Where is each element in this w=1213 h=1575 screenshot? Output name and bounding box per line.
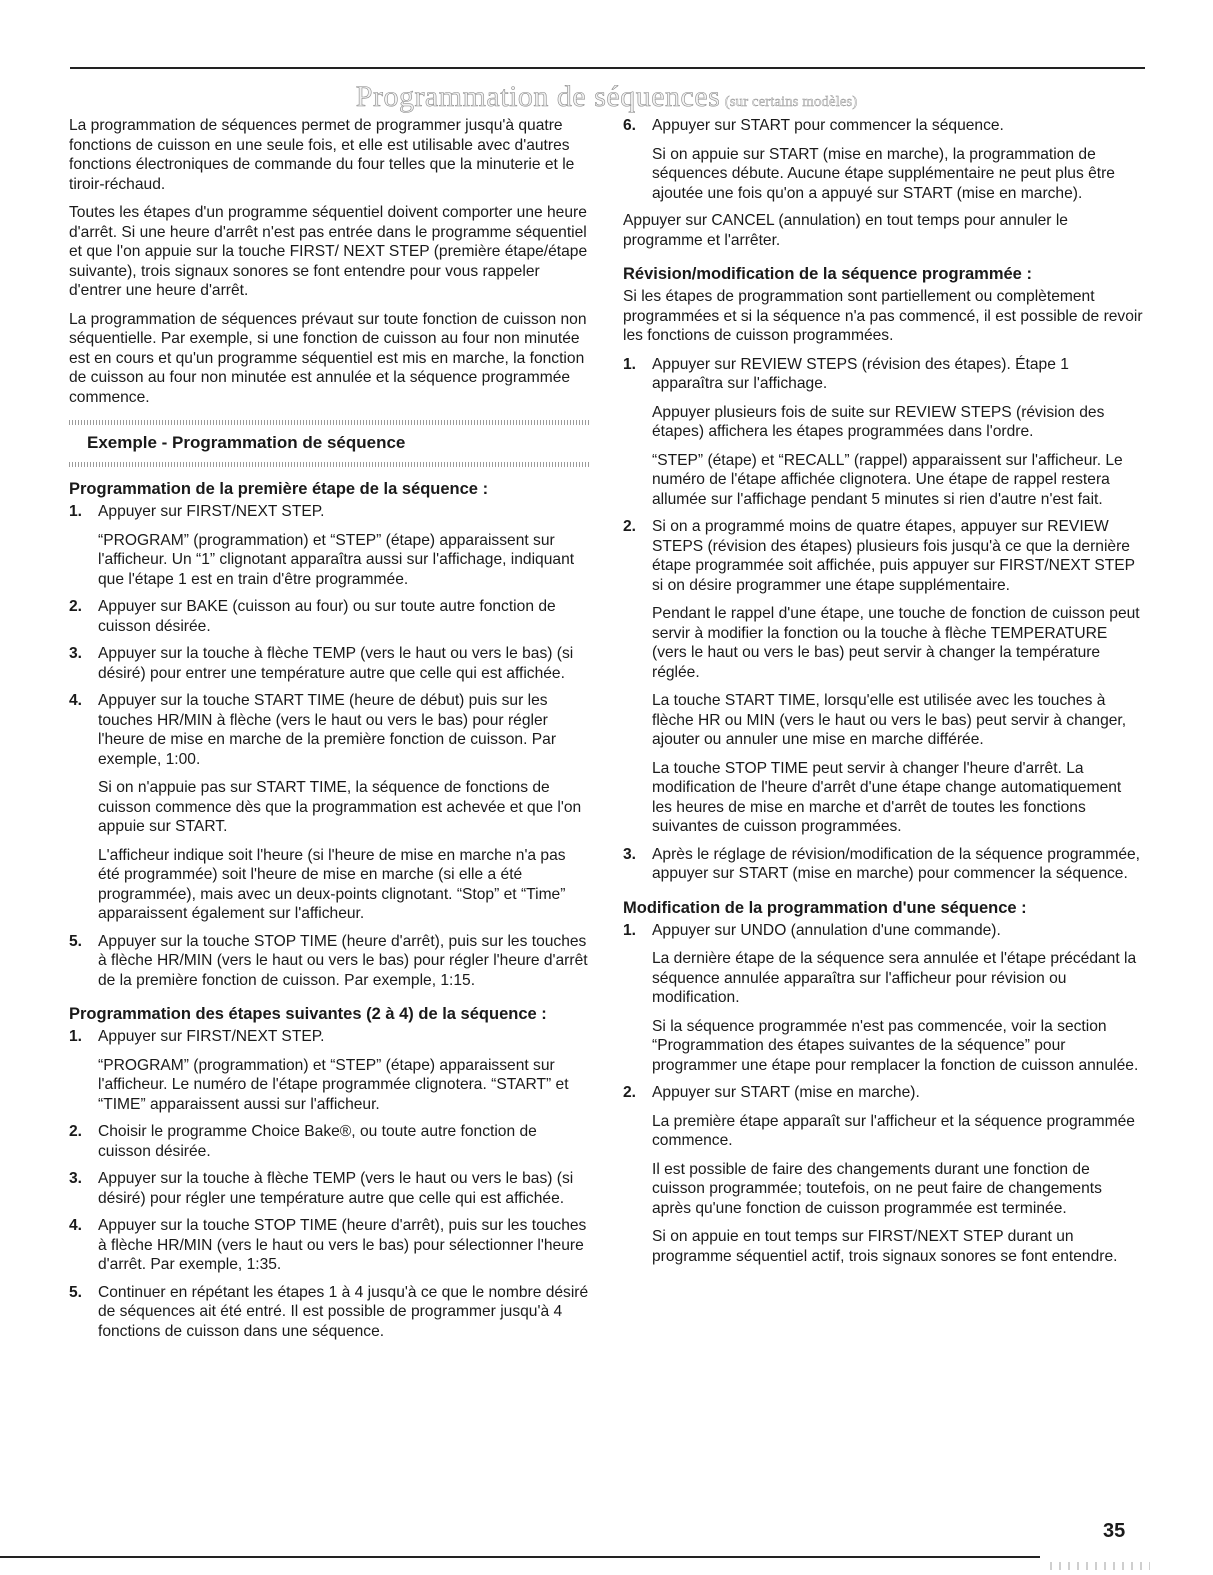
step-paragraph: Appuyer sur la touche STOP TIME (heure d'arrêt), puis sur les touches à flèche HR/MIN (vers le haut ou vers le bas) pour sélectionner l'heure d'arrêt. Par exemple, 1:35. (98, 1217, 587, 1273)
step-paragraph: Appuyer sur BAKE (cuisson au four) ou sur toute autre fonction de cuisson désirée. (98, 598, 556, 635)
step-paragraph: La touche STOP TIME peut servir à changer l'heure d'arrêt. La modification de l'heure d'arrêt d'une étape change automatiquement les heures de mise en marche et d'arrêt de toutes les fonctions suivantes de cuisson programmées. (652, 759, 1122, 835)
step-paragraph: Il est possible de faire des changements durant une fonction de cuisson programmée; toutefois, on ne peut faire de changements après qu'une fonction de cuisson programmée est terminée. (652, 1160, 1102, 1217)
section-heading-first-step: Programmation de la première étape de la séquence : (69, 480, 489, 498)
step-item (623, 1083, 1143, 1266)
step-item (623, 921, 1143, 1076)
page-number: 35 (1103, 1520, 1126, 1542)
bottom-marks (1050, 1562, 1150, 1570)
step-paragraph: Appuyer sur la touche à flèche TEMP (vers le haut ou vers le bas) (si désiré) pour entrer une température autre que celle qui est affichée. (98, 645, 574, 682)
next-steps-list (69, 1027, 589, 1341)
step-paragraph: Appuyer plusieurs fois de suite sur REVIEW STEPS (révision des étapes) affichera les étapes programmées dans l'ordre. (652, 403, 1105, 440)
page-title (0, 80, 1213, 114)
step-six-list (623, 116, 1143, 203)
step-item (69, 597, 589, 636)
step-number: 3. (69, 1170, 83, 1187)
right-column (623, 116, 1143, 1274)
step-item (69, 1169, 589, 1208)
step-paragraph: Appuyer sur START pour commencer la séquence. (652, 117, 1004, 134)
step-paragraph: Si on a programmé moins de quatre étapes, appuyer sur REVIEW STEPS (révision des étapes) plusieurs fois jusqu'à ce que la dernière étape programmée soit affichée, puis appuyer sur FIRST/NEXT STEP si on désire programmer une étape supplémentaire. (652, 518, 1135, 594)
intro-paragraph: La programmation de séquences permet de programmer jusqu'à quatre fonctions de cuisson en une seule fois, et elle est utilisable avec d'autres fonctions électroniques de commande du four telles que la minuterie et le tiroir-réchaud. (69, 117, 575, 193)
page-title-main: Programmation de séquences (355, 80, 721, 113)
step-item (69, 1122, 589, 1161)
example-box (69, 420, 589, 467)
step-paragraph: Appuyer sur la touche STOP TIME (heure d'arrêt), puis sur les touches à flèche HR/MIN (vers le haut ou vers le bas) pour régler l'heure d'arrêt de la première fonction de cuisson. Par exemple, 1:15. (98, 932, 588, 989)
step-paragraph: “STEP” (étape) et “RECALL” (rappel) apparaissent sur l'afficheur. Le numéro de l'étape affichée clignotera. Une étape de rappel restera allumée sur l'affichage pendant 5 minutes si rien d'autre n'est fait. (652, 451, 1123, 508)
step-number: 5. (69, 1283, 83, 1301)
step-paragraph: Après le réglage de révision/modification de la séquence programmée, appuyer sur START (mise en marche) pour commencer la séquence. (652, 845, 1141, 882)
step-item (69, 1283, 589, 1342)
step-item (69, 502, 589, 589)
step-number: 1. (623, 921, 637, 939)
section-heading-review: Révision/modification de la séquence programmée : (623, 265, 1032, 283)
step-paragraph: Si on n'appuie pas sur START TIME, la séquence de fonctions de cuisson commence dès que la programmation est achevée et que l'on appuie sur START. (98, 779, 582, 835)
step-number: 2. (69, 1123, 83, 1140)
section-heading-modify: Modification de la programmation d'une séquence : (623, 898, 1027, 917)
step-item (69, 644, 589, 683)
step-paragraph: Appuyer sur FIRST/NEXT STEP. (98, 1028, 325, 1045)
intro-paragraph: La programmation de séquences prévaut sur toute fonction de cuisson non séquentielle. Par exemple, si une fonction de cuisson au four non minutée est en cours et qu'un programme séquentiel est mis en marche, la fonction de cuisson au four non minutée est annulée et la séquence programmée commence. (69, 310, 587, 406)
hatch-rule-bottom (69, 462, 589, 467)
page-title-note: (sur certains modèles) (724, 94, 858, 110)
step-paragraph: Si la séquence programmée n'est pas commencée, voir la section “Programmation des étapes suivantes de la séquence” pour programmer une étape pour remplacer la fonction de cuisson annulée. (652, 1017, 1139, 1074)
step-number: 1. (69, 503, 83, 520)
step-paragraph: La touche START TIME, lorsqu'elle est utilisée avec les touches à flèche HR ou MIN (vers le haut ou vers le bas) peut servir à changer, ajouter ou annuler une mise en marche différée. (652, 692, 1127, 748)
step-item (69, 1216, 589, 1275)
step-paragraph: La première étape apparaît sur l'afficheur et la séquence programmée commence. (652, 1112, 1135, 1149)
step-paragraph: Appuyer sur la touche à flèche TEMP (vers le haut ou vers le bas) (si désiré) pour régler une température autre que celle qui est affichée. (98, 1170, 574, 1207)
step-number: 3. (69, 645, 83, 662)
step-paragraph: La dernière étape de la séquence sera annulée et l'étape précédant la séquence annulée apparaîtra sur l'afficheur pour révision ou modification. (652, 950, 1137, 1006)
step-number: 1. (623, 355, 637, 373)
step-item (623, 355, 1143, 510)
step-paragraph: Appuyer sur START (mise en marche). (652, 1084, 920, 1101)
step-number: 3. (623, 845, 637, 863)
left-column (69, 116, 589, 1349)
step-paragraph: Appuyer sur la touche START TIME (heure de début) puis sur les touches HR/MIN à flèche (vers le haut ou vers le bas) pour régler l'heure de mise en marche de la première fonction de cuisson. Par exemple, 1:00. (98, 692, 557, 768)
step-number: 4. (69, 1217, 83, 1234)
top-rule (70, 67, 1145, 69)
step-number: 2. (623, 518, 637, 535)
step-paragraph: Pendant le rappel d'une étape, une touche de fonction de cuisson peut servir à modifier la fonction ou la touche à flèche TEMPERATURE (vers le haut ou vers le bas) peut servir à changer la température réglée. (652, 605, 1140, 681)
step-paragraph: Appuyer sur REVIEW STEPS (révision des étapes). Étape 1 apparaîtra sur l'affichage. (652, 355, 1069, 392)
step-paragraph: Appuyer sur UNDO (annulation d'une commande). (652, 921, 1001, 939)
step-paragraph: Si on appuie en tout temps sur FIRST/NEXT STEP durant un programme séquentiel actif, trois signaux sonores se font entendre. (652, 1228, 1118, 1265)
example-heading: Exemple - Programmation de séquence (87, 433, 406, 452)
first-step-list (69, 502, 589, 990)
modify-steps-list (623, 921, 1143, 1267)
intro-paragraphs (69, 116, 589, 407)
review-intro: Si les étapes de programmation sont partiellement ou complètement programmées et si la séquence n'a pas commencé, il est possible de revoir les fonctions de cuisson programmées. (623, 288, 1143, 344)
step-item (69, 932, 589, 991)
step-item (69, 1027, 589, 1114)
step-number: 6. (623, 117, 637, 134)
step-paragraph: Appuyer sur FIRST/NEXT STEP. (98, 503, 325, 520)
section-heading-next-steps: Programmation des étapes suivantes (2 à 4) de la séquence : (69, 1005, 547, 1023)
step-paragraph: “PROGRAM” (programmation) et “STEP” (étape) apparaissent sur l'afficheur. Un “1” clignotant apparaîtra aussi sur l'affichage, indiquant que l'étape 1 est en train d'être programmée. (98, 531, 575, 588)
intro-paragraph: Toutes les étapes d'un programme séquentiel doivent comporter une heure d'arrêt. Si une heure d'arrêt n'est pas entrée dans le programme séquentiel et que l'on appuie sur la touche FIRST/ NEXT STEP (première étape/étape suivante), trois signaux sonores se font entendre pour vous rappeler d'entrer une heure d'arrêt. (69, 204, 588, 299)
step-number: 4. (69, 692, 83, 709)
step-item (623, 845, 1143, 884)
step-paragraph: L'afficheur indique soit l'heure (si l'heure de mise en marche n'a pas été programmée) soit l'heure de mise en marche (si elle a été programmée), mais avec un deux-points clignotant. “Stop” et “Time” apparaissent également sur l'afficheur. (98, 846, 566, 922)
bottom-rule (0, 1556, 1040, 1558)
review-steps-list (623, 355, 1143, 884)
step-paragraph: Continuer en répétant les étapes 1 à 4 jusqu'à ce que le nombre désiré de séquences ait été entré. Il est possible de programmer jusqu'à 4 fonctions de cuisson dans une séquence. (98, 1283, 589, 1340)
step-item (623, 116, 1143, 203)
step-number: 1. (69, 1028, 83, 1045)
step-number: 2. (69, 598, 83, 615)
step-paragraph: Si on appuie sur START (mise en marche), la programmation de séquences débute. Aucune étape supplémentaire ne peut plus être ajoutée une fois qu'on a appuyé sur START (mise en marche). (652, 145, 1115, 202)
step-number: 5. (69, 932, 83, 950)
cancel-note: Appuyer sur CANCEL (annulation) en tout temps pour annuler le programme et l'arrêter. (623, 212, 1068, 249)
step-item (69, 691, 589, 924)
step-number: 2. (623, 1084, 637, 1101)
step-paragraph: “PROGRAM” (programmation) et “STEP” (étape) apparaissent sur l'afficheur. Le numéro de l'étape programmée clignotera. “START” et “TIME” apparaissent aussi sur l'afficheur. (98, 1056, 569, 1113)
step-item (623, 517, 1143, 837)
step-paragraph: Choisir le programme Choice Bake®, ou toute autre fonction de cuisson désirée. (98, 1123, 537, 1160)
